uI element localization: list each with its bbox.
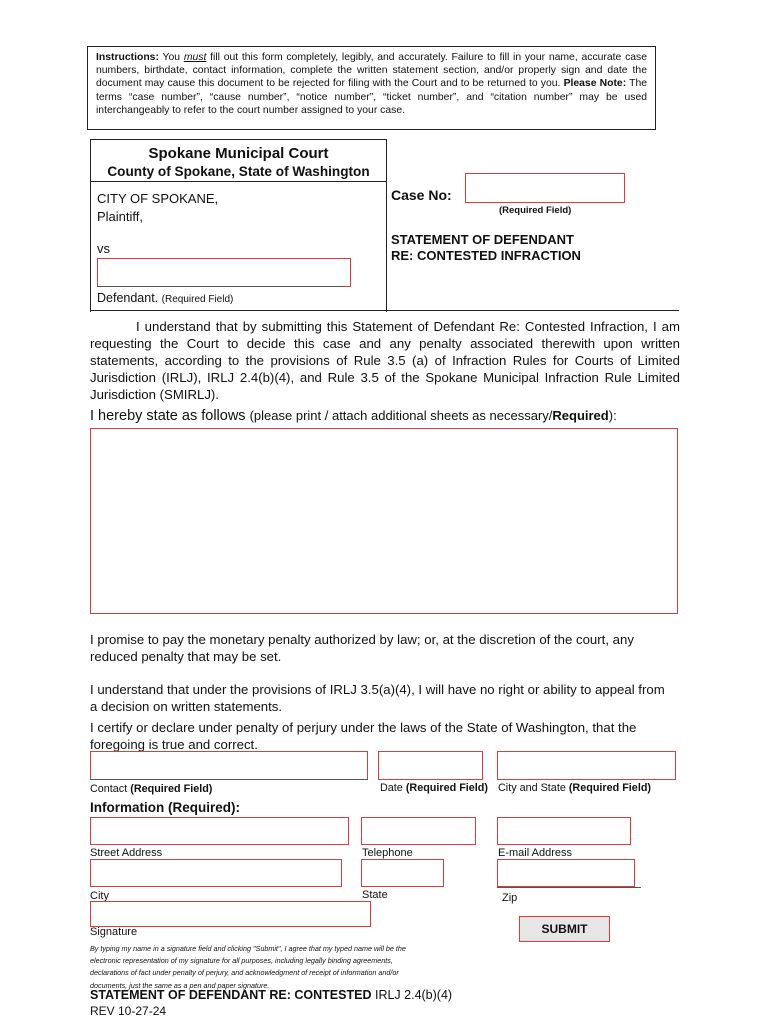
instructions-must: must <box>183 52 207 63</box>
footer-title <box>90 988 452 1002</box>
case-no-field[interactable] <box>465 173 625 203</box>
city-state-label-row <box>498 782 651 794</box>
street-address-field[interactable] <box>90 817 349 845</box>
email-label: E-mail Address <box>498 847 572 859</box>
city-field[interactable] <box>90 859 342 887</box>
certify-paragraph: I certify or declare under penalty of perjury under the laws of the State of Washington, that the foregoing is true and correct. <box>90 720 637 752</box>
disclaimer-line-1: By typing my name in a signature field and clicking "Submit", I agree that my typed name will be the <box>90 944 406 953</box>
date-field[interactable] <box>378 751 483 780</box>
caption-bottom-line <box>90 310 679 311</box>
footer-title-rest: IRLJ 2.4(b)(4) <box>374 988 453 1002</box>
defendant-name-field[interactable] <box>97 258 351 287</box>
date-required: (Required Field) <box>405 782 488 794</box>
date-label: Date <box>380 782 403 794</box>
signature-disclaimer <box>90 943 510 992</box>
state-label-text: State <box>362 889 388 901</box>
case-no-label: Case No: <box>391 187 452 203</box>
state-field[interactable] <box>361 859 444 887</box>
disclaimer-line-2: electronic representation of my signature for all purposes, including legally binding agreements, <box>90 956 393 965</box>
instructions-text-2: fill out this form completely, legibly, and accurately. Failure to fill in your name, accurate case numbers, birthdate, contact information, complete the written statement section, and/or properly sign and date the document may cause this document to be rejected for filing with the Court and to be returned to you. <box>96 52 648 90</box>
court-name: Spokane Municipal Court <box>148 145 329 162</box>
telephone-label: Telephone <box>362 847 413 859</box>
city-state-label: City and State <box>498 782 566 794</box>
contact-name-field[interactable] <box>90 751 368 780</box>
case-no-required: (Required Field) <box>499 205 572 216</box>
state-end: ): <box>608 408 617 423</box>
instructions-text-1: You <box>162 52 181 63</box>
contact-label-row <box>90 783 212 795</box>
contact-label: Contact <box>90 783 128 795</box>
signature-label: Signature <box>90 926 138 938</box>
telephone-field[interactable] <box>361 817 476 845</box>
defendant-required: (Required Field) <box>161 294 234 305</box>
instructions-box <box>87 46 656 130</box>
street-address-label: Street Address <box>90 847 163 859</box>
court-divider <box>90 181 387 182</box>
disclaimer-line-4: documents, just the same as a pen and paper signature. <box>90 981 270 990</box>
contact-required: (Required Field) <box>130 783 213 795</box>
submit-button[interactable]: SUBMIT <box>519 916 610 942</box>
contact-underline <box>90 779 368 780</box>
promise-paragraph: I promise to pay the monetary penalty authorized by law; or, at the discretion of the court, any reduced penalty that may be set. <box>90 632 634 664</box>
footer-revision: REV 10-27-24 <box>90 1004 167 1018</box>
footer-title-bold: STATEMENT OF DEFENDANT RE: CONTESTED <box>90 988 372 1002</box>
city-state-required: (Required Field) <box>568 782 652 794</box>
email-field[interactable] <box>497 817 631 845</box>
plaintiff-name: CITY OF SPOKANE, <box>97 191 219 206</box>
vs-label: vs <box>97 241 110 256</box>
defendant-underline <box>97 286 343 287</box>
statement-title-1: STATEMENT OF DEFENDANT <box>391 232 574 247</box>
zip-field[interactable] <box>497 859 635 887</box>
state-label: I hereby state as follows <box>90 408 246 424</box>
instructions-label: Instructions: <box>96 52 159 63</box>
statement-title-2: RE: CONTESTED INFRACTION <box>391 248 581 263</box>
zip-underline <box>497 887 641 888</box>
disclaimer-line-3: declarations of fact under penalty of perjury, and acknowledgment of receipt of information and/or <box>90 968 399 977</box>
instructions-note: The terms “case number”, “cause number”, “notice number”, “ticket number”, and “citation number” may be used interchangeably to refer to the court number assigned to your case. <box>96 78 648 116</box>
state-required: Required <box>552 408 609 423</box>
statement-textarea[interactable] <box>90 428 678 614</box>
information-heading: Information (Required): <box>90 800 240 815</box>
plaintiff-label: Plaintiff, <box>97 209 144 224</box>
appeal-paragraph: I understand that under the provisions of IRLJ 3.5(a)(4), I will have no right or ability to appeal from a decision on written statements. <box>90 682 665 714</box>
instructions-note-label: Please Note: <box>563 78 627 90</box>
defendant-label: Defendant. <box>97 291 159 305</box>
state-hint: (please print / attach additional sheets as necessary/ <box>249 408 553 423</box>
signature-field[interactable] <box>90 901 371 927</box>
request-paragraph: I understand that by submitting this Statement of Defendant Re: Contested Infraction, I am requesting the Court to decide this case and any penalty associated therewith upon written statements, according to the provisions of Rule 3.5 (a) of Infraction Rules for Courts of Limited Jurisdiction (IRLJ), IRLJ 2.4(b)(4), and Rule 3.5 of the Spokane Municipal Infraction Rule Limited Jurisdiction (SMIRLJ). <box>90 319 680 402</box>
city-label: City <box>90 890 109 902</box>
defendant-label-row <box>97 291 233 305</box>
date-label-row <box>380 782 488 794</box>
court-county: County of Spokane, State of Washington <box>107 164 370 179</box>
city-state-field[interactable] <box>497 751 676 780</box>
zip-label: Zip <box>502 892 518 904</box>
state-heading <box>90 408 617 424</box>
